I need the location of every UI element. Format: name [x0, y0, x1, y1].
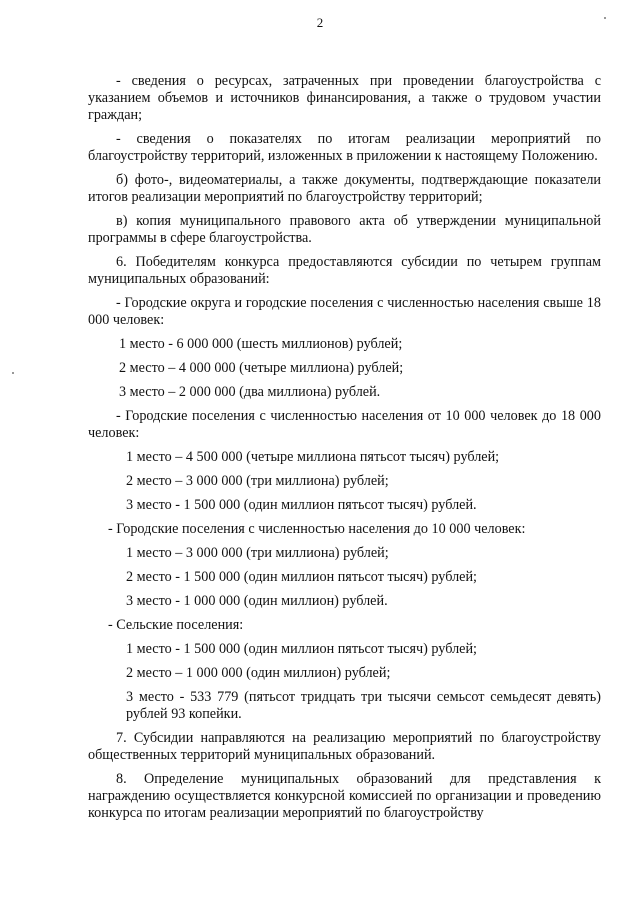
prize-line: 2 место – 3 000 000 (три миллиона) рублей;	[126, 473, 389, 489]
paragraph-item-6: 6. Победителям конкурса предоставляются субсидии по четырем группам муниципальных образований:	[88, 254, 601, 287]
prize-line: 1 место – 4 500 000 (четыре миллиона пятьсот тысяч) рублей;	[126, 449, 500, 465]
paragraph-resources: - сведения о ресурсах, затраченных при проведении благоустройства с указанием объемов и источников финансирования, а также о трудовом участии граждан;	[88, 73, 601, 123]
prize-line: 1 место – 3 000 000 (три миллиона) рублей;	[126, 545, 389, 561]
prize-line: 2 место – 4 000 000 (четыре миллиона) рублей;	[119, 360, 404, 376]
group-title-rural: - Сельские поселения:	[108, 617, 244, 633]
paragraph-photo-materials: б) фото-, видеоматериалы, а также документы, подтверждающие показатели итогов реализации мероприятий по благоустройству территорий;	[88, 172, 601, 205]
paragraph-indicators: - сведения о показателях по итогам реализации мероприятий по благоустройству территорий, изложенных в приложении к настоящему Положению.	[88, 131, 601, 164]
paragraph-legal-act: в) копия муниципального правового акта об утверждении муниципальной программы в сфере благоустройства.	[88, 213, 601, 246]
scan-speck	[604, 17, 606, 19]
group-title-cities: - Городские округа и городские поселения с численностью населения свыше 18 000 человек:	[88, 295, 601, 328]
prize-line: 3 место - 1 500 000 (один миллион пятьсот тысяч) рублей.	[126, 497, 477, 513]
group-title-mid-towns: - Городские поселения с численностью населения от 10 000 человек до 18 000 человек:	[88, 408, 601, 441]
prize-line: 1 место - 6 000 000 (шесть миллионов) рублей;	[119, 336, 403, 352]
group-title-small-towns: - Городские поселения с численностью населения до 10 000 человек:	[108, 521, 526, 537]
prize-line: 3 место - 533 779 (пятьсот тридцать три тысячи семьсот семьдесят девять) рублей 93 копейки.	[126, 689, 601, 722]
prize-line: 1 место - 1 500 000 (один миллион пятьсот тысяч) рублей;	[126, 641, 477, 657]
paragraph-item-8: 8. Определение муниципальных образований для представления к награждению осуществляется конкурсной комиссией по организации и проведению конкурса по итогам реализации мероприятий по благоустройству	[88, 771, 601, 821]
prize-line: 2 место – 1 000 000 (один миллион) рублей;	[126, 665, 391, 681]
prize-line: 3 место - 1 000 000 (один миллион) рублей.	[126, 593, 388, 609]
paragraph-item-7: 7. Субсидии направляются на реализацию мероприятий по благоустройству общественных территорий муниципальных образований.	[88, 730, 601, 763]
prize-line: 2 место - 1 500 000 (один миллион пятьсот тысяч) рублей;	[126, 569, 477, 585]
scan-speck	[12, 372, 14, 374]
document-body	[88, 73, 601, 829]
page-number: 2	[316, 15, 324, 30]
prize-line: 3 место – 2 000 000 (два миллиона) рублей.	[119, 384, 381, 400]
